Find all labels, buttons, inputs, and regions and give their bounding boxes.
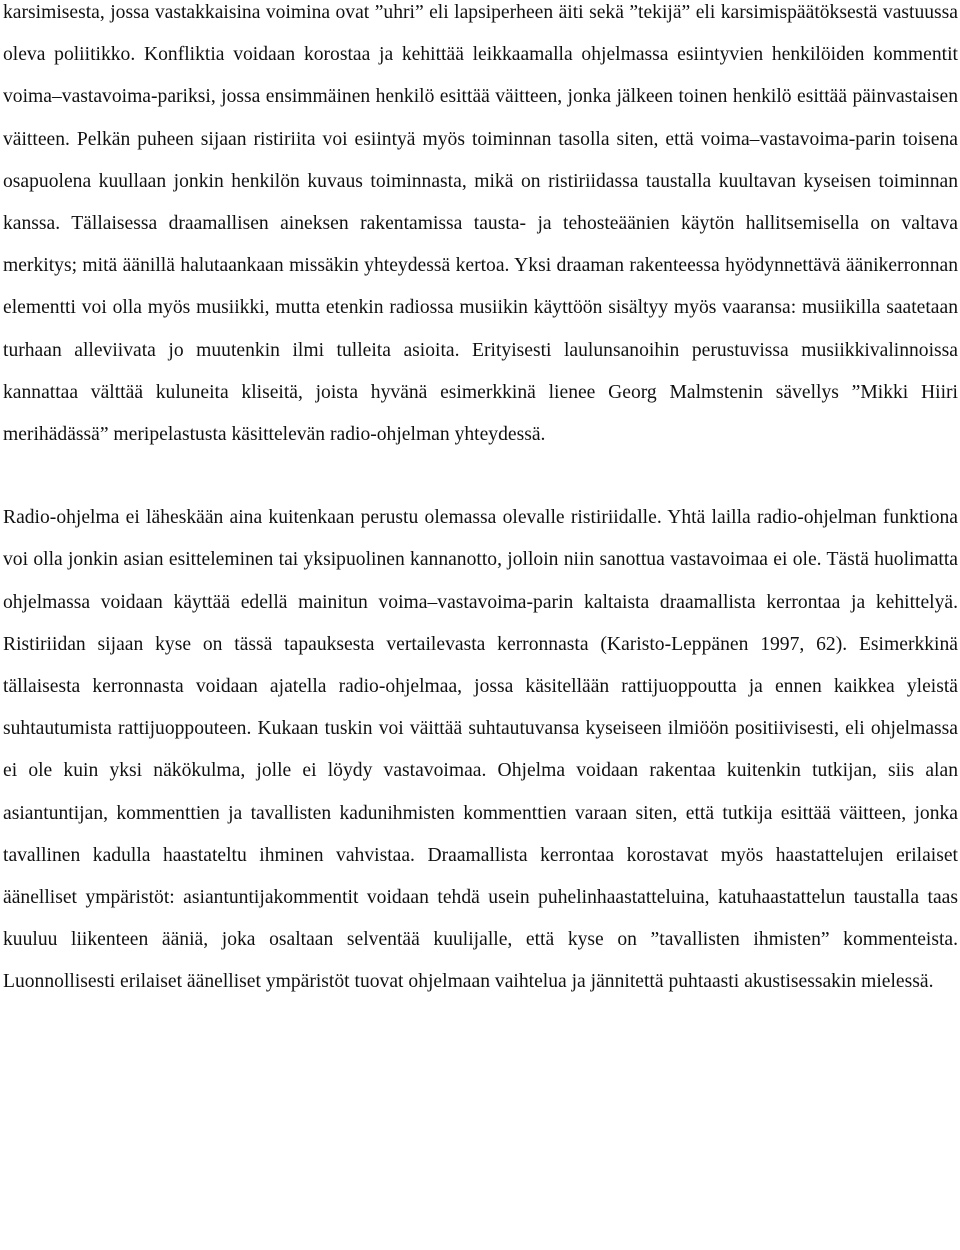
body-paragraph-2: Radio-ohjelma ei läheskään aina kuitenkaan perustu olemassa olevalle ristiriidalle. Yhtä lailla radio-ohjelman funktiona voi olla jonkin asian esitteleminen tai yksipuolinen kannanotto, jolloin niin sanottua vastavoimaa ei ole. Tästä huolimatta ohjelmassa voidaan käyttää edellä mainitun voima–vastavoima-parin kaltaista draamallista kerrontaa ja kehittelyä. Ristiriidan sijaan kyse on tässä tapauksesta vertailevasta kerronnasta (Karisto-Leppänen 1997, 62). Esimerkkinä tällaisesta kerronnasta voidaan ajatella radio-ohjelmaa, jossa käsitellään rattijuoppoutta ja ennen kaikkea yleistä suhtautumista rattijuoppouteen. Kukaan tuskin voi väittää suhtautuvansa kyseiseen ilmiöön positiivisesti, eli ohjelmassa ei ole kuin yksi näkökulma, jolle ei löydy vastavoimaa. Ohjelma voidaan rakentaa kuitenkin tutkijan, siis alan asiantuntijan, kommenttien ja tavallisten kadunihmisten kommenttien varaan siten, että tutkija esittää väitteen, jonka tavallinen kadulla haastateltu ihminen vahvistaa. Draamallista kerrontaa korostavat myös haastattelujen erilaiset äänelliset ympäristöt: asiantuntijakommentit voidaan tehdä usein puhelinhaastatteluina, katuhaastattelun taustalla taas kuuluu liikenteen ääniä, joka osaltaan selventää kuulijalle, että kyse on ”tavallisten ihmisten” kommenteista. Luonnollisesti erilaiset äänelliset ympäristöt tuovat ohjelmaan vaihtelua ja jännitettä puhtaasti akustisessakin mielessä. — [3, 507, 958, 993]
document-page — [3, 0, 958, 1004]
body-paragraph-1: karsimisesta, jossa vastakkaisina voimina ovat ”uhri” eli lapsiperheen äiti sekä ”tekijä” eli karsimispäätöksestä vastuussa oleva poliitikko. Konfliktia voidaan korostaa ja kehittää leikkaamalla ohjelmassa esiintyvien henkilöiden kommentit voima–vastavoima-pariksi, jossa ensimmäinen henkilö esittää väitteen, jonka jälkeen toinen henkilö esittää päinvastaisen väitteen. Pelkän puheen sijaan ristiriita voi esiintyä myös toiminnan tasolla siten, että voima–vastavoima-parin toisena osapuolena kuullaan jonkin henkilön kuvaus toiminnasta, mikä on ristiriidassa taustalla kuultavan kyseisen toiminnan kanssa. Tällaisessa draamallisen aineksen rakentamissa tausta- ja tehosteäänien käytön hallitsemisella on valtava merkitys; mitä äänillä halutaankaan missäkin yhteydessä kertoa. Yksi draaman rakenteessa hyödynnettävä äänikerronnan elementti voi olla myös musiikki, mutta etenkin radiossa musiikin käyttöön sisältyy myös vaaransa: musiikilla saatetaan turhaan alleviivata jo muutenkin ilmi tulleita asioita. Erityisesti laulunsanoihin perustuvissa musiikkivalinnoissa kannattaa välttää kuluneita kliseitä, joista hyvänä esimerkkinä lienee Georg Malmstenin sävellys ”Mikki Hiiri merihädässä” meripelastusta käsittelevän radio-ohjelman yhteydessä. — [3, 2, 958, 446]
